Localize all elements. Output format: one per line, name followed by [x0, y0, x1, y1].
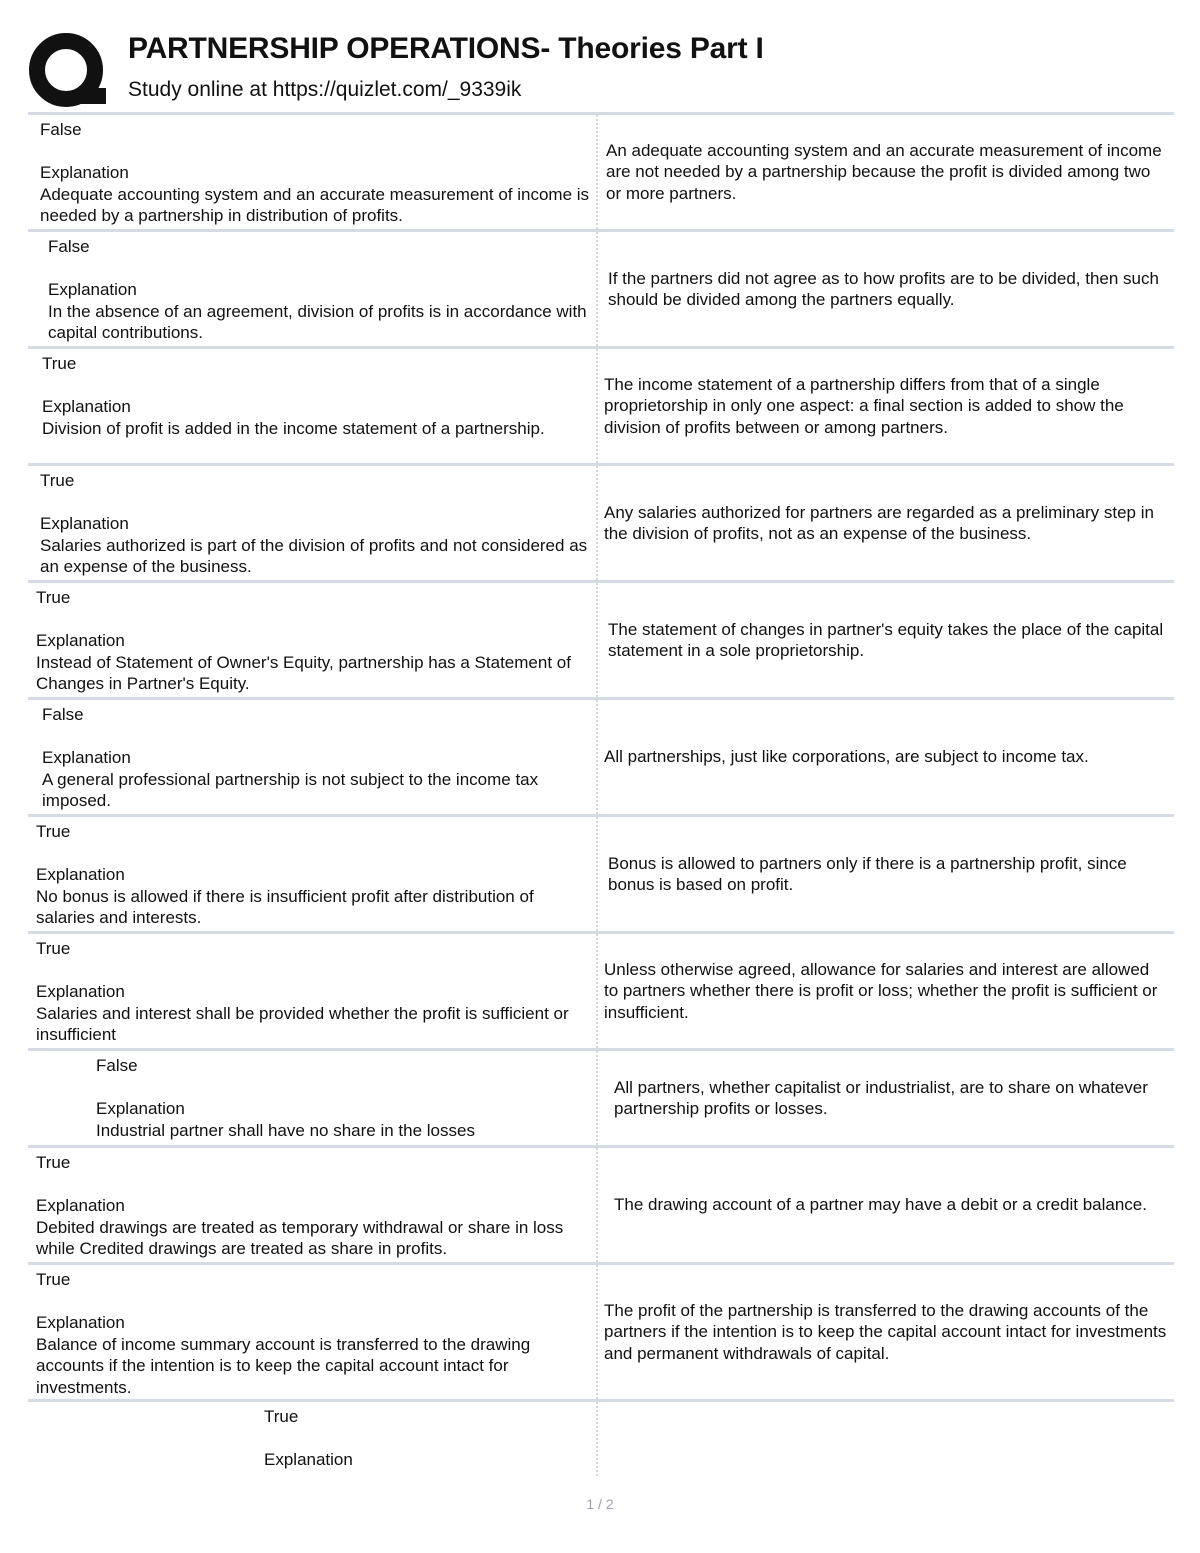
card-term [28, 1148, 598, 1262]
card-explanation-label: Explanation [40, 163, 129, 182]
card-row [28, 697, 1174, 814]
card-explanation: Balance of income summary account is transferred to the drawing accounts if the intention is to keep the capital account intact for investments. [36, 1334, 531, 1397]
card-row [28, 1399, 1174, 1476]
card-row [28, 1048, 1174, 1145]
card-definition [598, 1402, 1174, 1476]
page-number: 1 / 2 [586, 1496, 614, 1512]
card-explanation-label: Explanation [40, 514, 129, 533]
card-answer: True [42, 354, 77, 373]
card-explanation: Adequate accounting system and an accurate measurement of income is needed by a partnership in distribution of profits. [40, 184, 590, 225]
card-definition: The income statement of a partnership differs from that of a single proprietorship in only one aspect: a final section is added to show the division of profits between or among partners. [604, 374, 1124, 437]
card-term [28, 232, 598, 346]
card-explanation-label: Explanation [42, 397, 131, 416]
card-term [28, 700, 598, 814]
card-answer: False [48, 237, 90, 256]
card-explanation-label: Explanation [42, 748, 131, 767]
card-row [28, 112, 1174, 229]
card-row [28, 229, 1174, 346]
quizlet-logo-icon [28, 32, 108, 112]
card-term [28, 115, 598, 229]
card-row [28, 580, 1174, 697]
card-explanation-label: Explanation [96, 1099, 185, 1118]
card-explanation-label: Explanation [264, 1450, 353, 1469]
card-answer: True [36, 822, 71, 841]
card-answer: False [96, 1056, 138, 1075]
card-answer: False [42, 705, 84, 724]
page-title: PARTNERSHIP OPERATIONS- Theories Part I [128, 32, 764, 65]
flashcard-table [28, 112, 1174, 1476]
card-definition: Bonus is allowed to partners only if there is a partnership profit, since bonus is based on profit. [608, 853, 1127, 894]
card-definition: The profit of the partnership is transferred to the drawing accounts of the partners if the intention is to keep the capital account intact for investments and permanent withdrawals of capital. [604, 1300, 1167, 1363]
card-definition: All partners, whether capitalist or industrialist, are to share on whatever partnership profits or losses. [614, 1077, 1148, 1118]
card-answer: True [264, 1407, 299, 1426]
card-explanation: Salaries and interest shall be provided whether the profit is sufficient or insufficient [36, 1003, 569, 1044]
card-answer: True [36, 939, 71, 958]
card-row [28, 1145, 1174, 1262]
card-row [28, 931, 1174, 1048]
card-answer: False [40, 120, 82, 139]
card-term [28, 817, 598, 931]
card-answer: True [36, 588, 71, 607]
card-definition: All partnerships, just like corporations, are subject to income tax. [604, 747, 1089, 767]
card-definition: The statement of changes in partner's equity takes the place of the capital statement in a sole proprietorship. [608, 619, 1164, 660]
card-row [28, 463, 1174, 580]
card-definition: The drawing account of a partner may have a debit or a credit balance. [614, 1195, 1147, 1215]
card-term [28, 1051, 598, 1145]
card-explanation-label: Explanation [36, 982, 125, 1001]
card-term [28, 466, 598, 580]
card-explanation: Division of profit is added in the income statement of a partnership. [42, 418, 545, 438]
card-explanation: A general professional partnership is not subject to the income tax imposed. [42, 769, 539, 810]
card-row [28, 346, 1174, 463]
card-explanation-label: Explanation [36, 631, 125, 650]
card-answer: True [36, 1153, 71, 1172]
card-term [28, 1265, 598, 1399]
card-row [28, 1262, 1174, 1399]
card-explanation-label: Explanation [36, 865, 125, 884]
card-definition: An adequate accounting system and an accurate measurement of income are not needed by a partnership because the profit is divided among two or more partners. [606, 140, 1162, 203]
page-subtitle: Study online at https://quizlet.com/_9339ik [128, 78, 522, 101]
card-answer: True [40, 471, 75, 490]
card-term [28, 583, 598, 697]
card-explanation: Salaries authorized is part of the division of profits and not considered as an expense of the business. [40, 535, 588, 576]
card-row [28, 814, 1174, 931]
card-explanation-label: Explanation [36, 1313, 125, 1332]
card-explanation: Industrial partner shall have no share in the losses [96, 1120, 475, 1140]
card-explanation-label: Explanation [36, 1196, 125, 1215]
card-definition: If the partners did not agree as to how profits are to be divided, then such should be divided among the partners equally. [608, 268, 1159, 309]
card-answer: True [36, 1270, 71, 1289]
card-term [28, 1402, 598, 1476]
card-definition: Any salaries authorized for partners are regarded as a preliminary step in the division of profits, not as an expense of the business. [604, 502, 1154, 543]
card-explanation: Instead of Statement of Owner's Equity, partnership has a Statement of Changes in Partner's Equity. [36, 652, 571, 693]
card-explanation: No bonus is allowed if there is insufficient profit after distribution of salaries and interests. [36, 886, 534, 927]
card-explanation: Debited drawings are treated as temporary withdrawal or share in loss while Credited drawings are treated as share in profits. [36, 1217, 564, 1258]
card-definition: Unless otherwise agreed, allowance for salaries and interest are allowed to partners whether there is profit or loss; whether the profit is sufficient or insufficient. [604, 959, 1158, 1022]
card-term [28, 934, 598, 1048]
card-explanation-label: Explanation [48, 280, 137, 299]
header [28, 28, 1174, 108]
card-term [28, 349, 598, 463]
card-explanation: In the absence of an agreement, division of profits is in accordance with capital contributions. [48, 301, 587, 342]
